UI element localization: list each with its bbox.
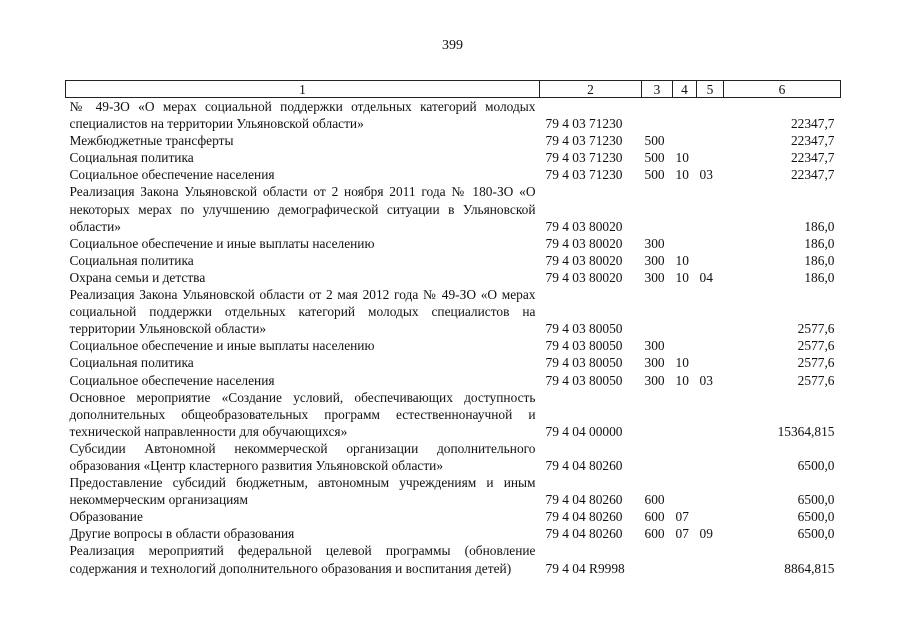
- row-name: Социальная политика: [69, 355, 194, 371]
- row-amount: 186,0: [804, 218, 835, 234]
- row-name: Межбюджетные трансферты: [69, 133, 234, 149]
- row-type-code: 300: [644, 269, 665, 285]
- row-name: Предоставление субсидий бюджетным, автономным учреждениям и иным некоммерческим организациям: [69, 475, 536, 508]
- row-amount: 8864,815: [784, 560, 835, 576]
- row-amount: 2577,6: [797, 372, 835, 388]
- table-row: [66, 149, 841, 166]
- table-row: [66, 508, 841, 525]
- row-code: 79 4 03 80050: [545, 355, 623, 371]
- row-subsection: [697, 149, 724, 166]
- row-subsection: [697, 542, 724, 576]
- row-subsection: [697, 183, 724, 234]
- row-section: [673, 474, 697, 508]
- row-code: 79 4 03 71230: [545, 150, 623, 166]
- row-name: Реализация мероприятий федеральной целевой программы (обновление содержания и технологий дополнительного образования и воспитания детей): [69, 543, 536, 576]
- row-name: Другие вопросы в области образования: [69, 526, 295, 542]
- row-name: Охрана семьи и детства: [69, 269, 206, 285]
- row-name: Реализация Закона Ульяновской области от 2 ноября 2011 года № 180-ЗО «О некоторых мерах по улучшению демографической ситуации в Ульяновской области»: [69, 184, 536, 234]
- row-amount: 2577,6: [797, 355, 835, 371]
- row-amount: 2577,6: [797, 321, 835, 337]
- table-row: [66, 132, 841, 149]
- row-subsection: [697, 98, 724, 133]
- row-subsection: [697, 252, 724, 269]
- row-amount: 6500,0: [797, 457, 835, 473]
- row-code: 79 4 04 80260: [545, 492, 623, 508]
- row-name: Социальная политика: [69, 150, 194, 166]
- row-subsection: [697, 354, 724, 371]
- table-row: [66, 252, 841, 269]
- row-subsection: [697, 286, 724, 337]
- row-type-code: [642, 389, 673, 440]
- row-type-code: 500: [644, 167, 665, 183]
- row-section: 10: [675, 167, 689, 183]
- row-code: 79 4 03 80050: [545, 321, 623, 337]
- header-col-2: 2: [540, 81, 642, 98]
- table-row: [66, 440, 841, 474]
- row-code: 79 4 03 80020: [545, 235, 623, 251]
- row-type-code: 300: [644, 252, 665, 268]
- row-subsection: [697, 474, 724, 508]
- row-code: 79 4 03 80050: [545, 338, 623, 354]
- row-section: 10: [675, 252, 689, 268]
- row-section: 07: [675, 509, 689, 525]
- page-number: 399: [442, 38, 463, 53]
- table-row: [66, 286, 841, 337]
- row-amount: 22347,7: [790, 150, 835, 166]
- row-code: 79 4 03 71230: [545, 133, 623, 149]
- row-code: 79 4 04 00000: [545, 423, 623, 439]
- row-amount: 186,0: [804, 269, 835, 285]
- table-row: [66, 372, 841, 389]
- row-type-code: 600: [644, 526, 665, 542]
- row-section: 10: [675, 372, 689, 388]
- row-code: 79 4 04 80260: [545, 509, 623, 525]
- table-row: [66, 474, 841, 508]
- row-subsection: [697, 440, 724, 474]
- row-section: [673, 286, 697, 337]
- row-section: [673, 183, 697, 234]
- row-section: [673, 337, 697, 354]
- row-code: 79 4 04 80260: [545, 457, 623, 473]
- row-section: [673, 132, 697, 149]
- row-name: Социальное обеспечение и иные выплаты населению: [69, 338, 375, 354]
- header-col-4: 4: [673, 81, 697, 98]
- row-name: Социальное обеспечение населения: [69, 167, 275, 183]
- budget-table: [65, 80, 841, 577]
- header-col-6: 6: [724, 81, 841, 98]
- row-amount: 2577,6: [797, 338, 835, 354]
- row-subsection: 03: [699, 372, 713, 388]
- row-amount: 15364,815: [777, 423, 835, 439]
- row-type-code: 300: [644, 338, 665, 354]
- row-type-code: 500: [644, 150, 665, 166]
- row-section: 10: [675, 269, 689, 285]
- row-subsection: 09: [699, 526, 713, 542]
- row-name: Социальное обеспечение населения: [69, 372, 275, 388]
- row-amount: 6500,0: [797, 492, 835, 508]
- row-amount: 22347,7: [790, 167, 835, 183]
- table-row: [66, 525, 841, 542]
- row-name: Реализация Закона Ульяновской области от 2 мая 2012 года № 49-ЗО «О мерах социальной поддержки отдельных категорий молодых специалистов на территории Ульяновской области»: [69, 287, 536, 337]
- header-col-3: 3: [642, 81, 673, 98]
- row-name: Социальная политика: [69, 252, 194, 268]
- row-subsection: [697, 235, 724, 252]
- table-body: [66, 98, 841, 577]
- row-name: Социальное обеспечение и иные выплаты населению: [69, 235, 375, 251]
- row-subsection: 04: [699, 269, 713, 285]
- row-section: 07: [675, 526, 689, 542]
- row-name: Субсидии Автономной некоммерческой организации дополнительного образования «Центр кластерного развития Ульяновской области»: [69, 440, 536, 473]
- row-amount: 22347,7: [790, 116, 835, 132]
- budget-table-container: [65, 80, 841, 577]
- row-type-code: 600: [644, 509, 665, 525]
- row-subsection: [697, 337, 724, 354]
- row-type-code: 300: [644, 235, 665, 251]
- table-header-row: [66, 81, 841, 98]
- row-subsection: 03: [699, 167, 713, 183]
- row-code: 79 4 03 80050: [545, 372, 623, 388]
- row-type-code: 300: [644, 355, 665, 371]
- row-code: 79 4 04 R9998: [545, 560, 625, 576]
- row-type-code: [642, 183, 673, 234]
- row-type-code: [642, 542, 673, 576]
- row-name: Образование: [69, 509, 143, 525]
- row-section: [673, 440, 697, 474]
- table-row: [66, 235, 841, 252]
- table-row: [66, 542, 841, 576]
- row-amount: 186,0: [804, 235, 835, 251]
- row-section: [673, 235, 697, 252]
- row-type-code: [642, 440, 673, 474]
- table-row: [66, 337, 841, 354]
- table-row: [66, 98, 841, 133]
- row-code: 79 4 03 71230: [545, 116, 623, 132]
- row-type-code: 600: [644, 492, 665, 508]
- row-subsection: [697, 508, 724, 525]
- header-col-1: 1: [66, 81, 540, 98]
- table-row: [66, 354, 841, 371]
- table-row: [66, 389, 841, 440]
- row-amount: 6500,0: [797, 526, 835, 542]
- header-col-5: 5: [697, 81, 724, 98]
- row-code: 79 4 03 80020: [545, 269, 623, 285]
- row-amount: 22347,7: [790, 133, 835, 149]
- table-row: [66, 269, 841, 286]
- row-type-code: [642, 98, 673, 133]
- row-code: 79 4 04 80260: [545, 526, 623, 542]
- row-amount: 6500,0: [797, 509, 835, 525]
- row-section: [673, 389, 697, 440]
- row-code: 79 4 03 80020: [545, 218, 623, 234]
- row-code: 79 4 03 80020: [545, 252, 623, 268]
- row-name: Основное мероприятие «Создание условий, обеспечивающих доступность дополнительных общеобразовательных программ естественнонаучной и технической направленности для обучающихся»: [69, 389, 536, 439]
- row-subsection: [697, 132, 724, 149]
- row-section: 10: [675, 150, 689, 166]
- table-row: [66, 166, 841, 183]
- row-amount: 186,0: [804, 252, 835, 268]
- row-type-code: 300: [644, 372, 665, 388]
- row-type-code: 500: [644, 133, 665, 149]
- row-name: № 49-ЗО «О мерах социальной поддержки отдельных категорий молодых специалистов на территории Ульяновской области»: [69, 99, 536, 132]
- row-section: 10: [675, 355, 689, 371]
- row-type-code: [642, 286, 673, 337]
- row-section: [673, 98, 697, 133]
- row-subsection: [697, 389, 724, 440]
- table-row: [66, 183, 841, 234]
- row-section: [673, 542, 697, 576]
- row-code: 79 4 03 71230: [545, 167, 623, 183]
